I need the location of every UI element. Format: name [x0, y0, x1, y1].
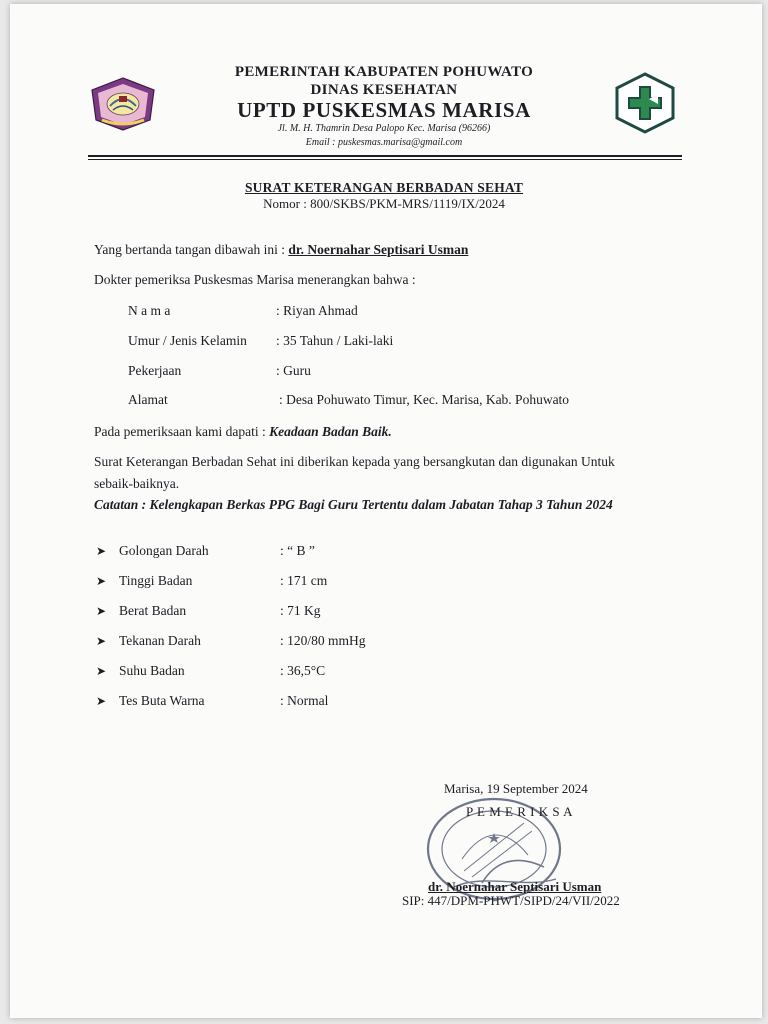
letterhead-email: Email : puskesmas.marisa@gmail.com [305, 137, 463, 148]
measure-value-blood-pressure: : 120/80 mmHg [280, 633, 366, 648]
bullet-arrow-icon: ➤ [96, 574, 107, 588]
document-number: Nomor : 800/SKBS/PKM-MRS/1119/IX/2024 [263, 196, 505, 211]
bullet-arrow-icon: ➤ [96, 544, 107, 558]
identity-label-age-sex: Umur / Jenis Kelamin [128, 333, 247, 348]
identity-value-age-sex: : 35 Tahun / Laki-laki [276, 333, 394, 348]
purpose-text-line1: Surat Keterangan Berbadan Sehat ini diberikan kepada yang bersangkutan dan digunakan Untuk [94, 454, 615, 469]
signature-role: P E M E R I K S A [466, 804, 573, 819]
measure-label-blood-pressure: Tekanan Darah [119, 633, 201, 648]
document-title: SURAT KETERANGAN BERBADAN SEHAT [244, 180, 524, 195]
letterhead-government: PEMERINTAH KABUPATEN POHUWATO [234, 64, 534, 80]
intro-text: Dokter pemeriksa Puskesmas Marisa menerangkan bahwa : [94, 272, 416, 287]
measure-label-temperature: Suhu Badan [119, 663, 185, 678]
measure-value-temperature: : 36,5°C [280, 663, 326, 678]
note-text: Catatan : Kelengkapan Berkas PPG Bagi Guru Tertentu dalam Jabatan Tahap 3 Tahun 2024 [94, 497, 613, 512]
signer-prefix: Yang bertanda tangan dibawah ini : [94, 242, 289, 257]
letterhead-department: DINAS KESEHATAN [310, 82, 458, 98]
bullet-arrow-icon: ➤ [96, 694, 107, 708]
signature-place-date: Marisa, 19 September 2024 [444, 781, 588, 796]
letterhead-address: Jl. M. H. Thamrin Desa Palopo Kec. Marisa (96266) [277, 123, 491, 134]
bullet-arrow-icon: ➤ [96, 634, 107, 648]
letterhead-institution: UPTD PUSKESMAS MARISA [237, 98, 531, 122]
identity-value-name: : Riyan Ahmad [276, 303, 358, 318]
signature-sip: SIP: 447/DPM-PHWT/SIPD/24/VII/2022 [402, 893, 620, 908]
result-prefix: Pada pemeriksaan kami dapati : [94, 424, 270, 439]
measure-label-blood-type: Golongan Darah [119, 543, 209, 558]
result-value: Keadaan Badan Baik. [269, 424, 392, 439]
purpose-text-line2: sebaik-baiknya. [94, 476, 180, 491]
signature-name: dr. Noernahar Septisari Usman [428, 879, 602, 894]
identity-label-address: Alamat [128, 392, 168, 407]
bullet-arrow-icon: ➤ [96, 604, 107, 618]
identity-value-occupation: : Guru [276, 363, 311, 378]
measure-value-height: : 171 cm [280, 573, 328, 588]
signer-line [94, 242, 468, 258]
identity-label-name: N a m a [128, 303, 171, 318]
result-line [94, 424, 392, 440]
measure-value-color-blindness: : Normal [280, 693, 329, 708]
letterhead-divider-thin [88, 159, 682, 160]
measure-label-height: Tinggi Badan [119, 573, 193, 588]
measure-value-blood-type: : “ B ” [280, 543, 315, 558]
measure-label-color-blindness: Tes Buta Warna [119, 693, 205, 708]
measure-label-weight: Berat Badan [119, 603, 187, 618]
bullet-arrow-icon: ➤ [96, 664, 107, 678]
identity-label-occupation: Pekerjaan [128, 363, 182, 378]
letterhead-divider-thick [88, 155, 682, 157]
measure-value-weight: : 71 Kg [280, 603, 321, 618]
identity-value-address: : Desa Pohuwato Timur, Kec. Marisa, Kab. Pohuwato [279, 392, 570, 407]
signer-name: dr. Noernahar Septisari Usman [288, 242, 469, 257]
